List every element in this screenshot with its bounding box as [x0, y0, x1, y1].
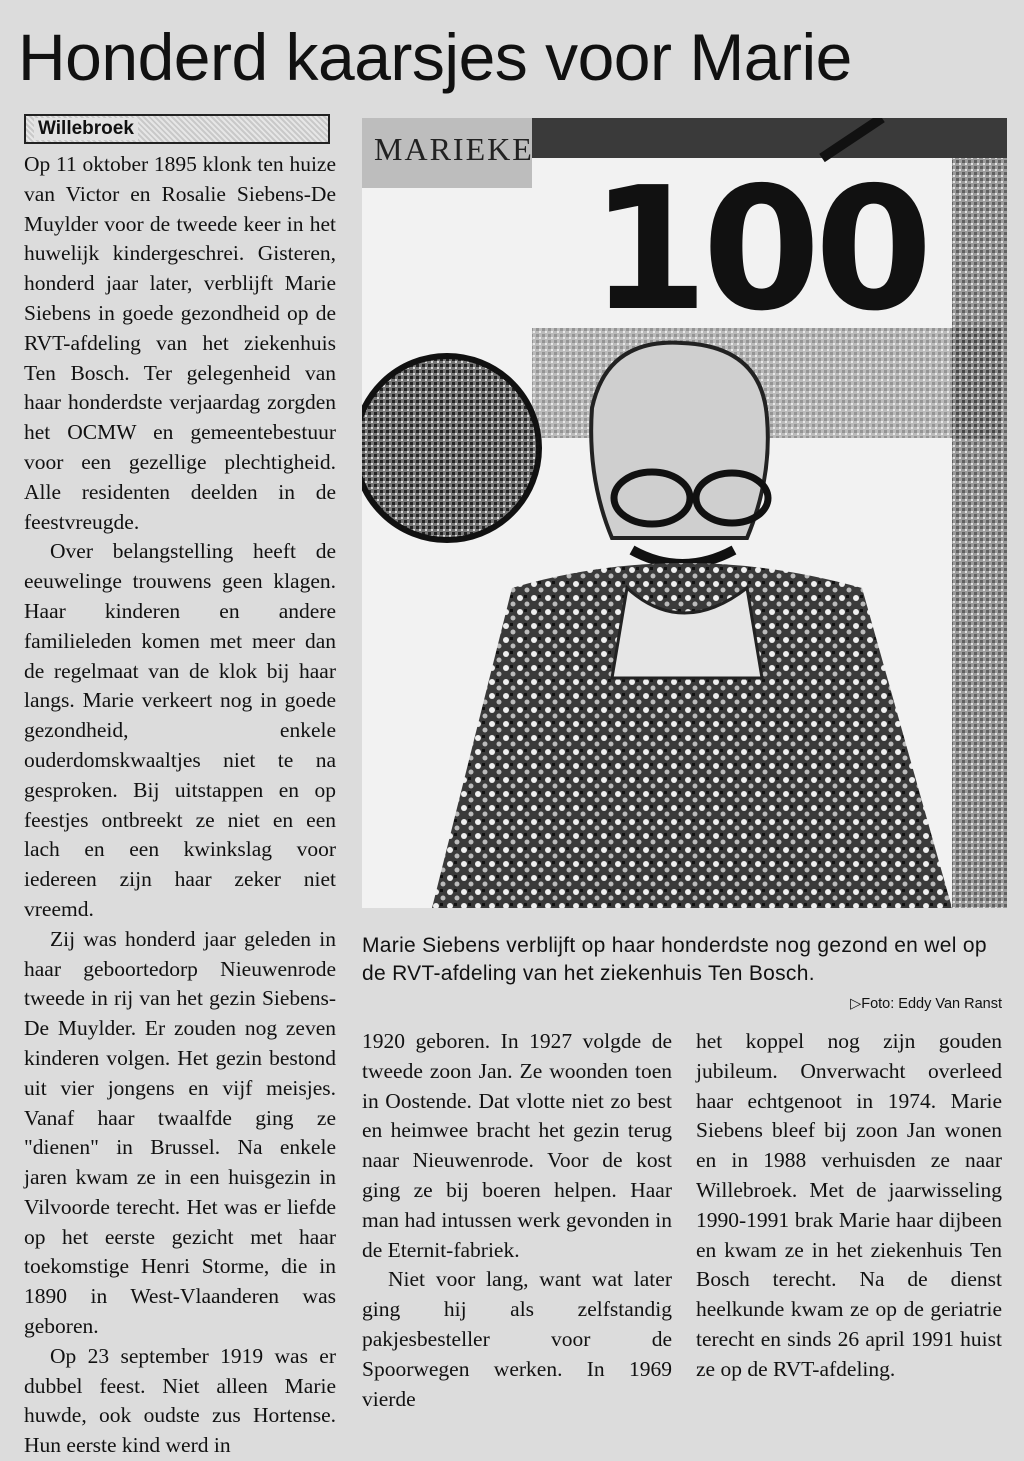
article-photo [362, 118, 1007, 908]
article-column-2 [362, 1027, 672, 1414]
headline: Honderd kaarsjes voor Marie [18, 20, 852, 94]
paragraph: Over belangstelling heeft de eeuwelinge trouwens geen klagen. Haar kinderen en andere familieleden komen met meer dan de regelmaat van de klok bij haar langs. Marie verkeert nog in goede gezondheid, enkele ouderdomskwaaltjes niet te na gesproken. Bij uitstappen en op feestjes ontbreekt ze niet en een lach en een kwinkslag voor iedereen zijn haar zeker niet vreemd. [24, 539, 336, 921]
paragraph: Op 23 september 1919 was er dubbel feest. Niet alleen Marie huwde, ook oudste zus Hortense. Hun eerste kind werd in [24, 1343, 336, 1458]
paragraph: Op 11 oktober 1895 klonk ten huize van Victor en Rosalie Siebens-De Muylder voor de tweede keer in het huwelijk kindergeschrei. Gisteren, honderd jaar later, verblijft Marie Siebens in goede gezondheid op de RVT-afdeling van het ziekenhuis Ten Bosch. Ter gelegenheid van haar honderdste verjaardag zorgden het OCMW en gemeentebestuur voor een gezellige plechtigheid. Alle residenten deelden in de feestvreugde. [24, 152, 336, 534]
section-kicker [24, 114, 330, 144]
kicker-label: Willebroek [34, 118, 138, 140]
sign-number: 100 [590, 151, 927, 349]
paragraph: Zij was honderd jaar geleden in haar geboortedorp Nieuwenrode tweede in rij van het gezin Siebens-De Muylder. Er zouden nog zeven kinderen volgen. Het gezin bestond uit vier jongens en vijf meisjes. Vanaf haar twaalfde ging ze "dienen" in Brussel. Na enkele jaren kwam ze in een huisgezin in Vilvoorde terecht. Het was er liefde op het eerste gezicht met haar toekomstige Henri Storme, die in 1890 in West-Vlaanderen was geboren. [24, 926, 336, 1339]
photo-illustration [362, 118, 1007, 908]
sign-name: MARIEKE [374, 131, 534, 167]
paragraph: het koppel nog zijn gouden jubileum. Onverwacht overleed haar echtgenoot in 1974. Marie Siebens bleef bij zoon Jan wonen en in 1988 verhuisden ze naar Willebroek. Met de jaarwisseling 1990-1991 brak Marie haar dijbeen en kwam ze in het ziekenhuis Ten Bosch terecht. Na de dienst heelkunde kwam ze op de geriatrie terecht en sinds 26 april 1991 huist ze op de RVT-afdeling. [696, 1029, 1002, 1381]
photo-caption: Marie Siebens verblijft op haar honderdste nog gezond en wel op de RVT-afdeling van het ziekenhuis Ten Bosch. [362, 934, 987, 985]
photo-credit: ▷Foto: Eddy Van Ranst [850, 996, 1002, 1012]
article-column-1 [24, 150, 336, 1461]
article-column-3 [696, 1027, 1002, 1385]
paragraph: 1920 geboren. In 1927 volgde de tweede zoon Jan. Ze woonden toen in Oostende. Dat vlotte niet zo best en heimwee bracht het gezin terug naar Nieuwenrode. Voor de kost ging ze bij boeren helpen. Haar man had intussen werk gevonden in de Eternit-fabriek. [362, 1029, 672, 1262]
paragraph: Niet voor lang, want wat later ging hij als zelfstandig pakjesbesteller voor de Spoorwegen werken. In 1969 vierde [362, 1267, 672, 1411]
